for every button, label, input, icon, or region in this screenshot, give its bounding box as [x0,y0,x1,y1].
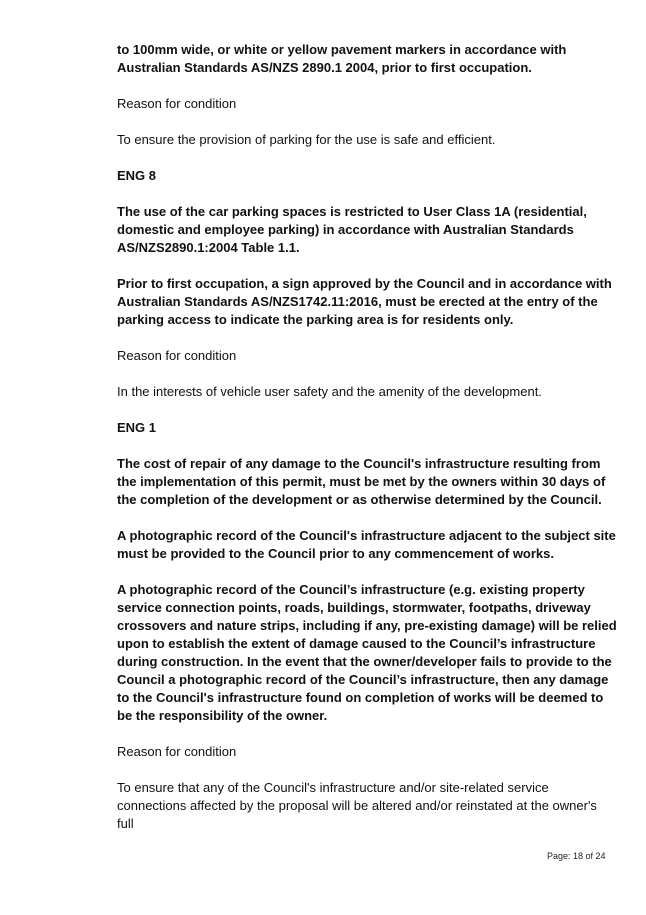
condition-paragraph: A photographic record of the Council’s infrastructure (e.g. existing property service connection points, roads, buildings, stormwater, footpaths, driveway crossovers and nature strips, including if any, pre-existing damage) will be relied upon to establish the extent of damage caused to the Council’s infrastructure during construction. In the event that the owner/developer fails to provide to the Council a photographic record of the Council’s infrastructure, then any damage to the Council's infrastructure found on completion of works will be deemed to be the responsibility of the owner. [117,582,617,723]
reason-heading: Reason for condition [117,96,237,111]
document-body [117,41,617,851]
condition-paragraph: The cost of repair of any damage to the Council's infrastructure resulting from the implementation of this permit, must be met by the owners within 30 days of the completion of the development or as otherwise determined by the Council. [117,456,606,507]
reason-text: To ensure that any of the Council's infrastructure and/or site-related service connections affected by the proposal will be altered and/or reinstated at the owner's full [117,780,597,831]
reason-heading: Reason for condition [117,744,237,759]
condition-paragraph: The use of the car parking spaces is restricted to User Class 1A (residential, domestic and employee parking) in accordance with Australian Standards AS/NZS2890.1:2004 Table 1.1. [117,204,587,255]
page-number: Page: 18 of 24 [547,851,606,861]
reason-text: To ensure the provision of parking for the use is safe and efficient. [117,132,496,147]
condition-heading-eng-8: ENG 8 [117,168,157,183]
condition-paragraph: Prior to first occupation, a sign approved by the Council and in accordance with Australian Standards AS/NZS1742.11:2016, must be erected at the entry of the parking access to indicate the parking area is for residents only. [117,276,612,327]
condition-heading-eng-1: ENG 1 [117,420,157,435]
condition-paragraph: A photographic record of the Council's infrastructure adjacent to the subject site must be provided to the Council prior to any commencement of works. [117,528,616,561]
reason-text: In the interests of vehicle user safety and the amenity of the development. [117,384,542,399]
reason-heading: Reason for condition [117,348,237,363]
paragraph-line-marking-continuation: to 100mm wide, or white or yellow pavement markers in accordance with Australian Standards AS/NZS 2890.1 2004, prior to first occupation. [117,42,567,75]
